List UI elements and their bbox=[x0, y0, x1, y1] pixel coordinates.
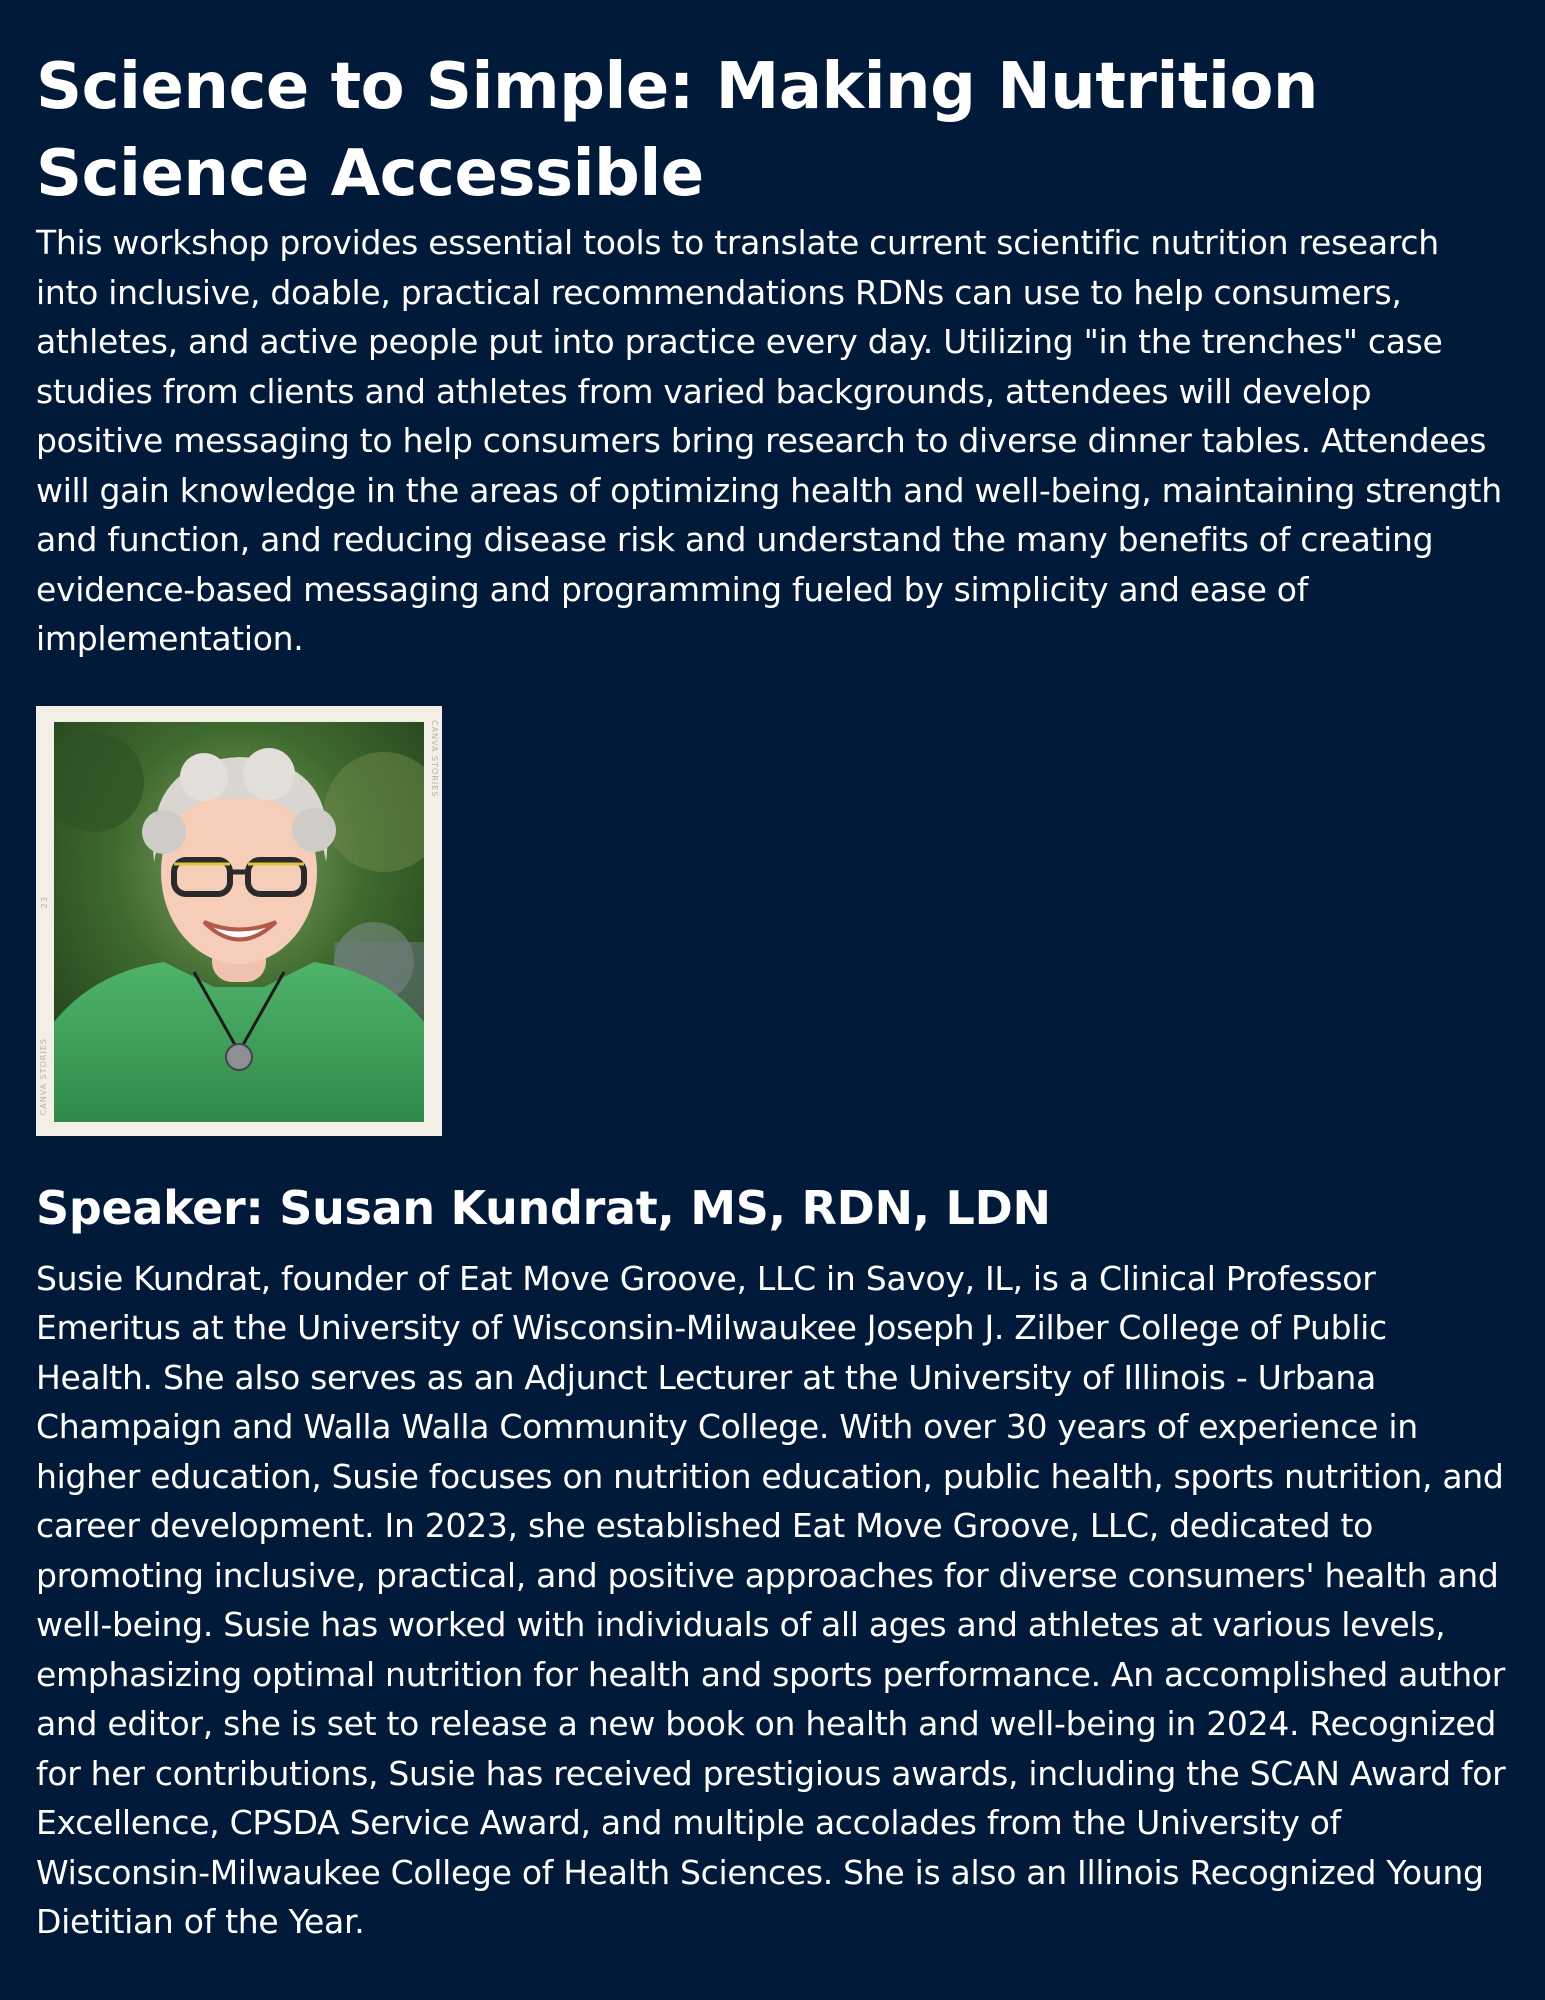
frame-label-bottom: CANVA STORIES bbox=[39, 1038, 48, 1116]
workshop-description: This workshop provides essential tools to translate current scientific nutrition research into inclusive, doable, practical recommendations RDNs can use to help consumers, athletes, and active people put into practice every day. Utilizing "in the trenches" case studies from clients and athletes from varied backgrounds, attendees will develop positive messaging to help consumers bring research to diverse dinner tables. Attendees will gain knowledge in the areas of optimizing health and well-being, maintaining strength and function, and reducing disease risk and understand the many benefits of creating evidence-based messaging and programming fueled by simplicity and ease of implementation. bbox=[36, 223, 1502, 658]
speaker-heading: Speaker: Susan Kundrat, MS, RDN, LDN bbox=[36, 1180, 1051, 1235]
speaker-bio: Susie Kundrat, founder of Eat Move Groove, LLC in Savoy, IL, is a Clinical Professor Emeritus at the University of Wisconsin-Milwaukee Joseph J. Zilber College of Public Health. She also serves as an Adjunct Lecturer at the University of Illinois - Urbana Champaign and Walla Walla Community College. With over 30 years of experience in higher education, Susie focuses on nutrition education, public health, sports nutrition, and career development. In 2023, she established Eat Move Groove, LLC, dedicated to promoting inclusive, practical, and positive approaches for diverse consumers' health and well-being. Susie has worked with individuals of all ages and athletes at various levels, emphasizing optimal nutrition for health and sports performance. An accomplished author and editor, she is set to release a new book on health and well-being in 2024. Recognized for her contributions, Susie has received prestigious awards, including the SCAN Award for Excellence, CPSDA Service Award, and multiple accolades from the University of Wisconsin-Milwaukee College of Health Sciences. She is also an Illinois Recognized Young Dietitian of the Year. bbox=[36, 1258, 1506, 1941]
speaker-photo bbox=[54, 722, 424, 1122]
page-content bbox=[36, 44, 1506, 1947]
frame-number: 23 bbox=[40, 895, 49, 908]
workshop-title: Science to Simple: Making Nutrition Science Accessible bbox=[36, 50, 1318, 211]
speaker-photo-frame bbox=[36, 706, 442, 1136]
frame-label-top: CANVA STORIES bbox=[430, 719, 439, 797]
